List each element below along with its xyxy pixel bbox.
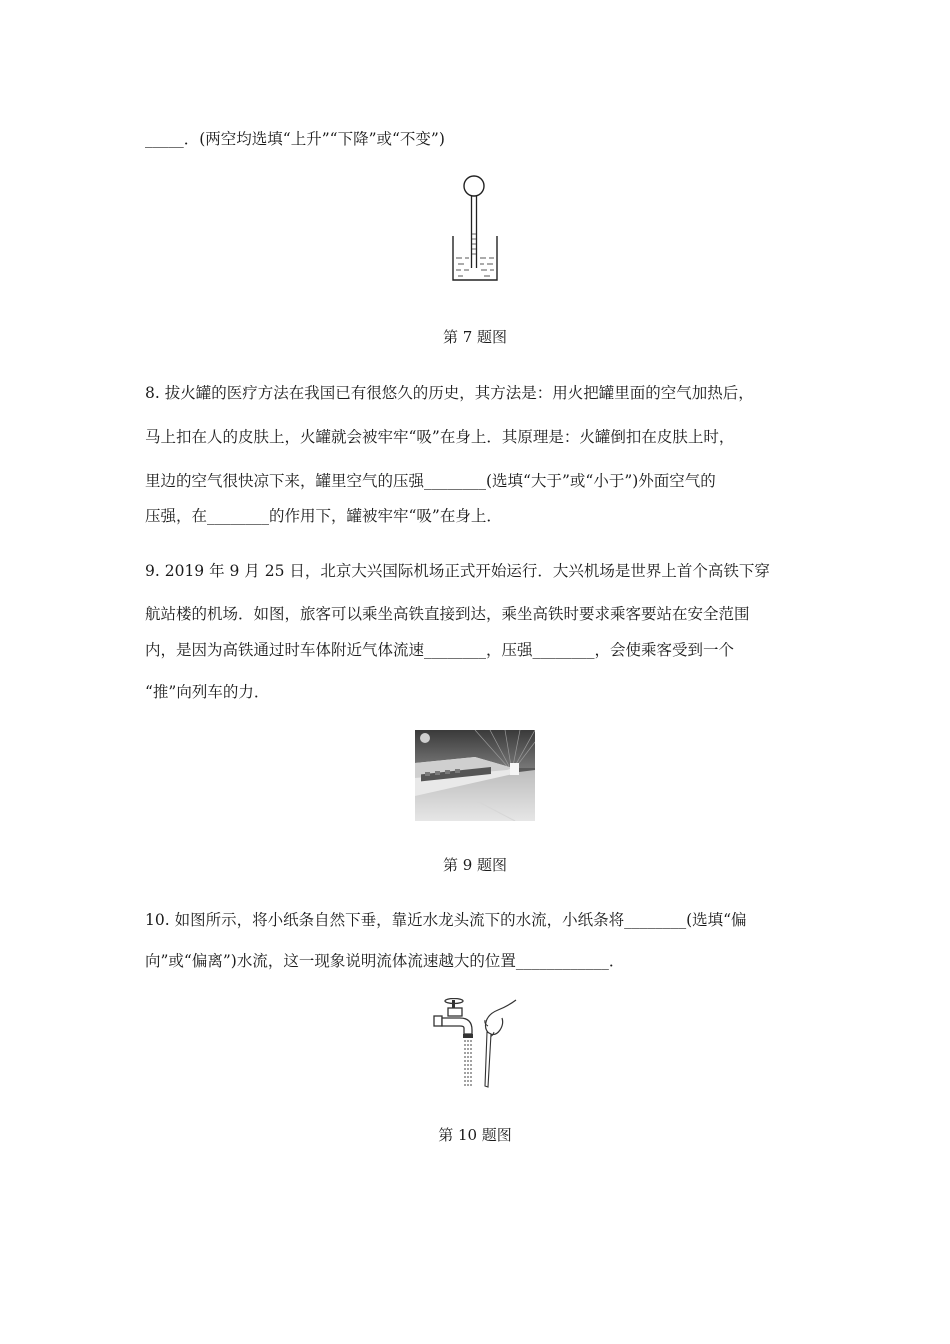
figure-10-faucet-paper	[430, 998, 520, 1090]
q9-line-1: 9. 2019 年 9 月 25 日，北京大兴国际机场正式开始运行．大兴机场是世界上首个高铁下穿	[145, 562, 770, 580]
q8-line-4: 压强，在________的作用下，罐被牢牢“吸”在身上．	[145, 507, 502, 525]
figure-10-caption: 第 10 题图	[438, 1126, 512, 1144]
q10-line-1: 10. 如图所示，将小纸条自然下垂，靠近水龙头流下的水流，小纸条将________(选填“偏	[145, 911, 747, 929]
q8-line-2: 马上扣在人的皮肤上，火罐就会被牢牢“吸”在身上．其原理是：火罐倒扣在皮肤上时，	[145, 428, 735, 446]
q8-line-3: 里边的空气很快凉下来，罐里空气的压强________(选填“大于”或“小于”)外面空气的	[145, 472, 716, 490]
q10-line-2: 向”或“偏离”)水流，这一现象说明流体流速越大的位置____________．	[145, 952, 625, 970]
figure-9-station-photo	[415, 730, 535, 821]
q9-line-4: “推”向列车的力．	[145, 683, 270, 701]
q7-tail-text: _____．(两空均选填“上升”“下降”或“不变”)	[145, 130, 445, 148]
q9-line-3: 内，是因为高铁通过时车体附近气体流速________，压强________，会使乘客受到一个	[145, 641, 735, 659]
figure-7-bulb-tube	[440, 172, 510, 284]
figure-9-caption: 第 9 题图	[442, 856, 508, 874]
q8-line-1: 8. 拔火罐的医疗方法在我国已有很悠久的历史，其方法是：用火把罐里面的空气加热后，	[145, 384, 754, 402]
figure-7-caption: 第 7 题图	[442, 328, 508, 346]
q9-line-2: 航站楼的机场．如图，旅客可以乘坐高铁直接到达，乘坐高铁时要求乘客要站在安全范围	[145, 605, 750, 623]
